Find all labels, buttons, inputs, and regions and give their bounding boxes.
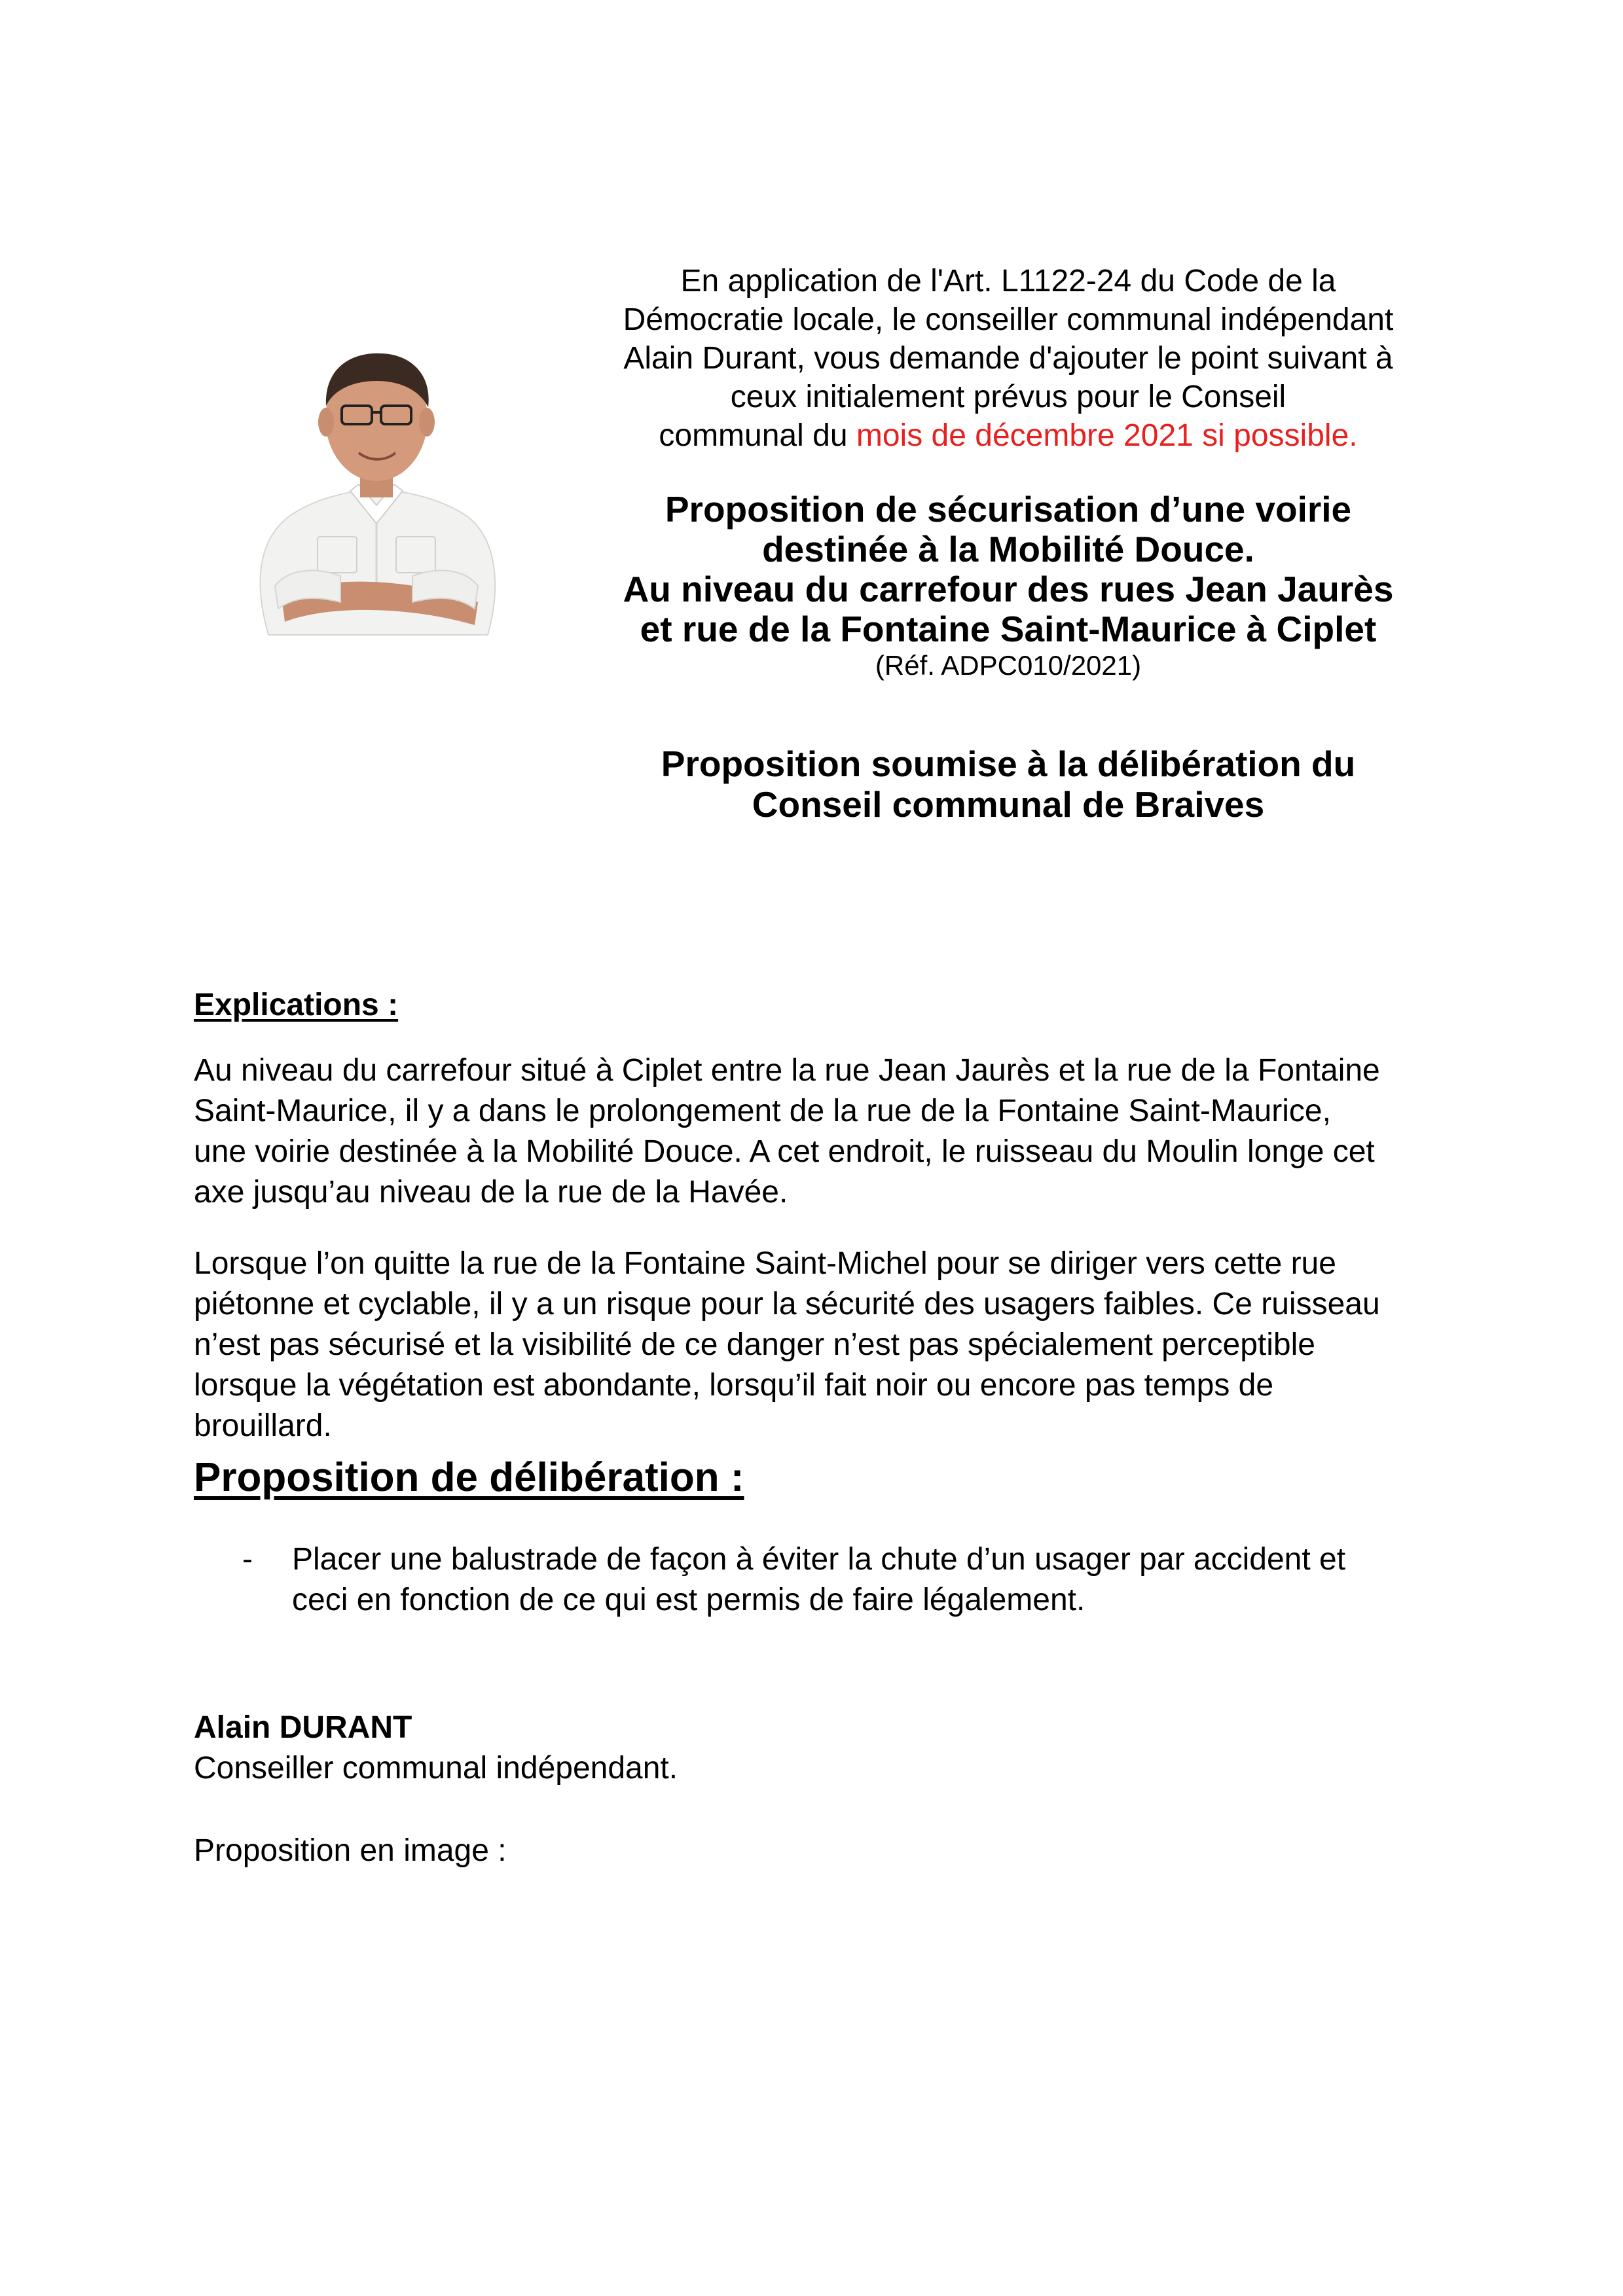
bullet-item	[292, 1539, 1345, 1621]
title-line-3: Au niveau du carrefour des rues Jean Jaurès	[623, 569, 1394, 609]
explications-paragraph-2	[194, 1244, 1457, 1446]
paragraph-line: Saint-Maurice, il y a dans le prolongement de la rue de la Fontaine Saint-Maurice,	[194, 1094, 1331, 1128]
bullet-line: ceci en fonction de ce qui est permis de faire légalement.	[292, 1583, 1085, 1617]
councillor-portrait	[242, 327, 511, 648]
paragraph-line: n’est pas sécurisé et la visibilité de ce danger n’est pas spécialement perceptible	[194, 1327, 1315, 1362]
bullet-line: Placer une balustrade de façon à éviter la chute d’un usager par accident et	[292, 1542, 1346, 1577]
image-caption: Proposition en image :	[194, 1833, 507, 1868]
title-line-4: et rue de la Fontaine Saint-Maurice à Ciplet	[640, 609, 1377, 649]
title-line-1: Proposition de sécurisation d’une voirie	[665, 489, 1352, 529]
paragraph-line: brouillard.	[194, 1408, 332, 1443]
intro-line-5-prefix: communal du	[659, 418, 856, 453]
intro-line-2: Démocratie locale, le conseiller communal indépendant	[623, 302, 1394, 337]
intro-date-highlight: mois de décembre 2021 si possible.	[856, 418, 1358, 453]
bullet-marker: -	[242, 1542, 253, 1577]
paragraph-line: lorsque la végétation est abondante, lorsqu’il fait noir ou encore pas temps de	[194, 1368, 1274, 1403]
paragraph-line: Au niveau du carrefour situé à Ciplet entre la rue Jean Jaurès et la rue de la Fontaine	[194, 1053, 1380, 1088]
paragraph-line: piétonne et cyclable, il y a un risque pour la sécurité des usagers faibles. Ce ruisseau	[194, 1287, 1380, 1321]
paragraph-line: une voirie destinée à la Mobilité Douce. A cet endroit, le ruisseau du Moulin longe cet	[194, 1134, 1375, 1169]
paragraph-line: axe jusqu’au niveau de la rue de la Havée.	[194, 1175, 788, 1210]
paragraph-line: Lorsque l’on quitte la rue de la Fontaine Saint-Michel pour se diriger vers cette rue	[194, 1246, 1336, 1281]
intro-line-5	[589, 416, 1427, 455]
title-line-2: destinée à la Mobilité Douce.	[762, 529, 1254, 569]
intro-line-3: Alain Durant, vous demande d'ajouter le point suivant à	[623, 341, 1393, 376]
signature-name: Alain DURANT	[194, 1710, 412, 1745]
explications-paragraph-1	[194, 1050, 1457, 1213]
deliberation-title	[563, 744, 1453, 825]
reference-number: (Réf. ADPC010/2021)	[875, 650, 1142, 681]
proposition-heading: Proposition de délibération :	[194, 1455, 744, 1500]
signature-role: Conseiller communal indépendant.	[194, 1751, 678, 1785]
explications-heading: Explications :	[194, 988, 399, 1022]
intro-paragraph	[589, 262, 1427, 455]
intro-line-4: ceux initialement prévus pour le Conseil	[730, 380, 1286, 414]
proposal-title	[563, 490, 1453, 682]
intro-line-1: En application de l'Art. L1122-24 du Code de la	[680, 264, 1336, 298]
deliberation-line-2: Conseil communal de Braives	[752, 784, 1265, 825]
deliberation-line-1: Proposition soumise à la délibération du	[661, 744, 1356, 784]
